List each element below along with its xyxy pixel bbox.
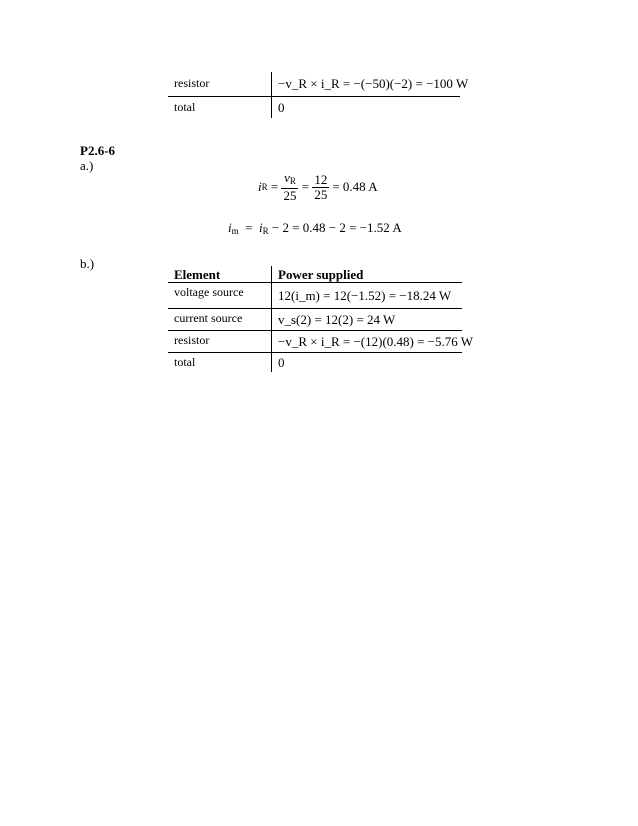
top-table-cell-element: resistor — [174, 76, 210, 90]
power-table-rule — [168, 308, 462, 309]
eq1-lhs-sub: R — [261, 182, 268, 192]
eq2-rest: − 2 = 0.48 − 2 = −1.52 A — [271, 220, 402, 235]
top-table-rule — [168, 96, 460, 97]
eq2-mid-sub: R — [262, 226, 269, 236]
eq2-sub: m — [231, 226, 239, 236]
part-a-label: a.) — [80, 158, 94, 173]
eq1-frac1-den: 25 — [283, 188, 297, 203]
power-table-rule — [168, 352, 462, 353]
eq1-frac2-den: 25 — [314, 186, 328, 202]
power-table-cell-power: 0 — [278, 355, 285, 370]
top-table-cell-power: 0 — [278, 100, 285, 115]
eq1-result: = 0.48 A — [332, 179, 378, 194]
power-table — [168, 266, 474, 372]
top-table-cell-element: total — [174, 100, 196, 114]
power-table-cell-element: resistor — [174, 333, 210, 347]
equation-current-resistor — [258, 170, 378, 204]
top-table-column-divider — [271, 72, 272, 118]
eq1-fraction-1 — [281, 171, 298, 203]
power-table-cell-element: total — [174, 355, 196, 369]
eq1-frac1-num-sub: R — [289, 176, 296, 186]
problem-id: P2.6-6 — [80, 143, 116, 158]
eq2-equals: = — [241, 220, 256, 235]
top-table-cell-power: −v_R × i_R = −(−50)(−2) = −100 W — [278, 76, 469, 91]
eq1-equals-2: = — [298, 179, 313, 194]
eq1-equals-1: = — [267, 179, 282, 194]
power-table-cell-power: v_s(2) = 12(2) = 24 W — [278, 312, 396, 327]
eq2-mid-var: i — [258, 220, 263, 235]
top-table — [168, 72, 469, 118]
eq2-var: i — [228, 220, 232, 235]
eq1-frac2-num: 12 — [314, 171, 328, 187]
power-table-cell-element: voltage source — [174, 285, 244, 299]
power-table-header-power: Power supplied — [278, 267, 364, 282]
power-table-cell-power: 12(i_m) = 12(−1.52) = −18.24 W — [278, 288, 452, 303]
eq1-lhs-var: i — [258, 179, 262, 194]
power-table-cell-power: −v_R × i_R = −(12)(0.48) = −5.76 W — [278, 334, 474, 349]
power-table-header-element: Element — [174, 267, 221, 282]
part-b-label: b.) — [80, 256, 95, 271]
eq1-frac1-num-var: v — [284, 170, 290, 185]
power-table-rule — [168, 330, 462, 331]
eq1-fraction-2 — [312, 173, 329, 202]
power-table-cell-element: current source — [174, 311, 243, 325]
equation-current-m — [228, 220, 402, 236]
